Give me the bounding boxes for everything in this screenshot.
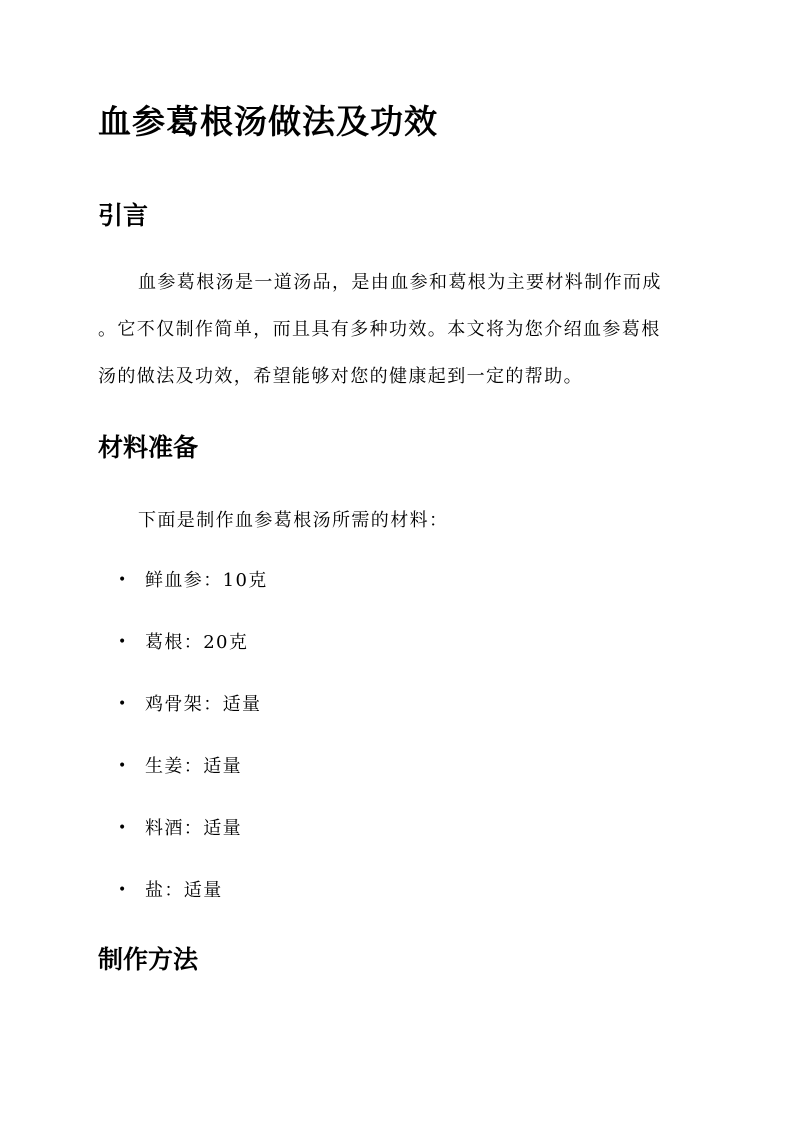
bullet-icon: • [118, 820, 128, 836]
materials-list [118, 566, 268, 938]
list-item-text: 生姜：适量 [145, 756, 242, 777]
bullet-icon: • [118, 634, 128, 650]
page-title: 血参葛根汤做法及功效 [98, 102, 438, 141]
section-heading-materials: 材料准备 [98, 433, 199, 462]
list-item-text: 鸡骨架：适量 [145, 694, 262, 715]
list-item [118, 752, 268, 814]
list-item [118, 814, 268, 876]
section-heading-method: 制作方法 [98, 945, 199, 974]
intro-paragraph-line: 。它不仅制作简单，而且具有多种功效。本文将为您介绍血参葛根 [98, 319, 661, 340]
bullet-icon: • [118, 696, 128, 712]
list-item-text: 鲜血参：10克 [145, 570, 268, 591]
intro-paragraph [98, 259, 704, 400]
list-item-text: 盐：适量 [145, 880, 223, 901]
bullet-icon: • [118, 882, 128, 898]
bullet-icon: • [118, 572, 128, 588]
list-item [118, 690, 268, 752]
section-heading-intro: 引言 [98, 201, 149, 230]
bullet-icon: • [118, 758, 128, 774]
list-item [118, 566, 268, 628]
list-item [118, 628, 268, 690]
list-item-text: 葛根：20克 [145, 632, 249, 653]
list-item-text: 料酒：适量 [145, 818, 242, 839]
intro-paragraph-line: 血参葛根汤是一道汤品，是由血参和葛根为主要材料制作而成 [138, 272, 662, 293]
list-item [118, 876, 268, 938]
materials-intro-text: 下面是制作血参葛根汤所需的材料： [138, 510, 449, 531]
intro-paragraph-line: 汤的做法及功效，希望能够对您的健康起到一定的帮助。 [98, 366, 583, 387]
